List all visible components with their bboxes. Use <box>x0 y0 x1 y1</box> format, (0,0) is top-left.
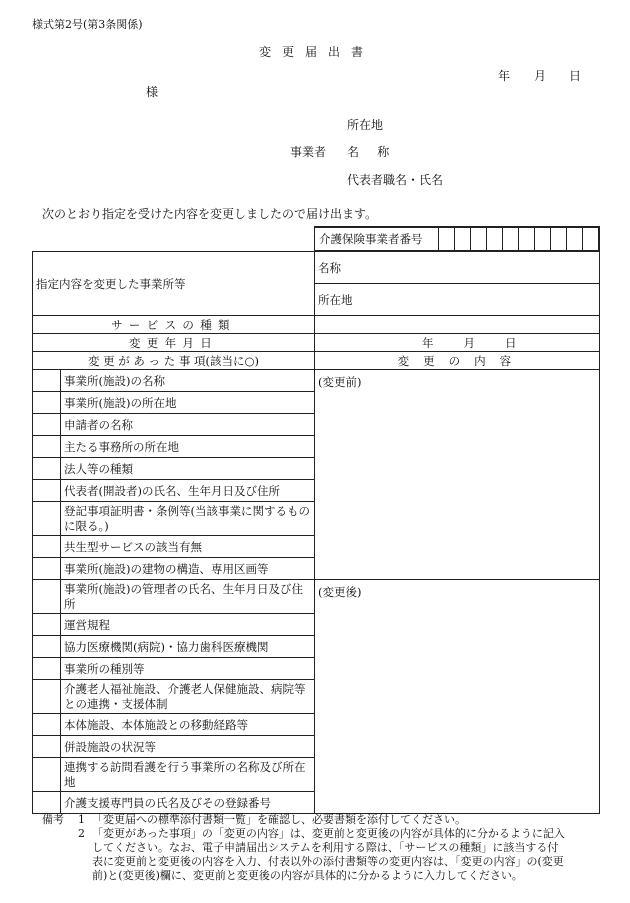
item-check-cell[interactable] <box>33 614 61 636</box>
item-check-cell[interactable] <box>33 658 61 680</box>
after-label: (変更後) <box>318 585 362 599</box>
item-label: 本体施設、本体施設との移動経路等 <box>61 714 315 736</box>
change-date-day: 日 <box>505 335 517 350</box>
note-number: 2 <box>78 827 85 840</box>
date-day-label: 日 <box>569 69 582 83</box>
intro-text: 次のとおり指定を受けた内容を変更しましたので届け出ます。 <box>42 207 378 221</box>
content-header: 変 更 の 内 容 <box>315 352 600 370</box>
change-form-table <box>32 226 600 814</box>
insurer-digit-box[interactable] <box>470 228 486 251</box>
before-label: (変更前) <box>318 375 362 389</box>
item-check-cell[interactable] <box>33 370 61 392</box>
item-label: 連携する訪問看護を行う事業所の名称及び所在地 <box>61 758 315 792</box>
office-address-label[interactable]: 所在地 <box>315 284 600 316</box>
insurer-digit-box[interactable] <box>582 228 598 251</box>
item-check-cell[interactable] <box>33 758 61 792</box>
item-label: 介護支援専門員の氏名及びその登録番号 <box>61 792 315 814</box>
office-name-label[interactable]: 名称 <box>315 252 600 284</box>
item-check-cell[interactable] <box>33 414 61 436</box>
item-check-cell[interactable] <box>33 558 61 580</box>
item-label: 申請者の名称 <box>61 414 315 436</box>
applicant-address-label: 所在地 <box>347 118 384 132</box>
item-check-cell[interactable] <box>33 636 61 658</box>
item-check-cell[interactable] <box>33 680 61 714</box>
item-check-cell[interactable] <box>33 392 61 414</box>
change-date-year: 年 <box>422 335 434 350</box>
service-type-value[interactable] <box>315 316 600 334</box>
item-label: 併設施設の状況等 <box>61 736 315 758</box>
item-label: 協力医療機関(病院)・協力歯科医療機関 <box>61 636 315 658</box>
date-year-label: 年 <box>498 69 511 83</box>
note-line: 表に変更前と変更後の内容を入力、付表以外の添付書類等の変更内容は、「変更の内容」の(変更 <box>92 855 564 868</box>
insurer-number-label: 介護保険事業者番号 <box>315 228 438 251</box>
blank-cell <box>33 227 315 252</box>
item-label: 共生型サービスの該当有無 <box>61 536 315 558</box>
item-check-cell[interactable] <box>33 792 61 814</box>
change-date-month: 月 <box>463 335 475 350</box>
insurer-digit-box[interactable] <box>438 228 454 251</box>
item-check-cell[interactable] <box>33 714 61 736</box>
addressee-suffix: 様 <box>146 85 159 99</box>
insurer-digit-box[interactable] <box>534 228 550 251</box>
item-label: 法人等の種類 <box>61 458 315 480</box>
item-label: 代表者(開設者)の氏名、生年月日及び住所 <box>61 480 315 502</box>
form-number: 様式第2号(第3条関係) <box>32 18 143 31</box>
insurer-number-cell <box>315 227 600 252</box>
item-label: 事業所(施設)の建物の構造、専用区画等 <box>61 558 315 580</box>
after-content-cell[interactable] <box>315 580 600 814</box>
applicant-business-label: 事業者 <box>290 145 327 159</box>
change-date-value[interactable] <box>315 334 600 352</box>
insurer-digit-box[interactable] <box>518 228 534 251</box>
item-check-cell[interactable] <box>33 436 61 458</box>
note-line: 「変更届への標準添付書類一覧」を確認し、必要書類を添付してください。 <box>92 813 466 826</box>
change-date-label: 変更年月日 <box>33 334 315 352</box>
insurer-digit-box[interactable] <box>502 228 518 251</box>
insurer-digit-box[interactable] <box>454 228 470 251</box>
date-month-label: 月 <box>534 69 547 83</box>
applicant-name-label: 名 称 <box>347 145 397 159</box>
item-label: 登記事項証明書・条例等(当該事業に関するものに限る。) <box>61 502 315 536</box>
applicant-representative-label: 代表者職名・氏名 <box>347 173 444 187</box>
note-line: 「変更があった事項」の「変更の内容」は、変更前と変更後の内容が具体的に分かるように記入 <box>92 827 565 840</box>
insurer-digit-box[interactable] <box>566 228 582 251</box>
item-check-cell[interactable] <box>33 458 61 480</box>
item-check-cell[interactable] <box>33 736 61 758</box>
item-label: 事業所の種別等 <box>61 658 315 680</box>
page-title: 変 更 届 出 書 <box>259 45 367 59</box>
note-number: 1 <box>78 813 85 826</box>
item-check-cell[interactable] <box>33 580 61 614</box>
items-header: 変 更 が あ っ た 事 項(該当に○) <box>33 352 315 370</box>
note-line: してください。なお、電子申請届出システムを利用する際は、「サービスの種類」に該当する付 <box>92 841 559 854</box>
item-label: 介護老人福祉施設、介護老人保健施設、病院等との連携・支援体制 <box>61 680 315 714</box>
office-label: 指定内容を変更した事業所等 <box>33 252 315 316</box>
item-label: 事業所(施設)の所在地 <box>61 392 315 414</box>
note-line: 前)と(変更後)欄に、変更前と変更後の内容が具体的に分かるように入力してください。 <box>92 869 523 882</box>
notes-label: 備考 <box>42 813 64 826</box>
insurer-digit-box[interactable] <box>486 228 502 251</box>
item-label: 事業所(施設)の名称 <box>61 370 315 392</box>
item-check-cell[interactable] <box>33 480 61 502</box>
item-label: 事業所(施設)の管理者の氏名、生年月日及び住所 <box>61 580 315 614</box>
before-content-cell[interactable] <box>315 370 600 580</box>
item-check-cell[interactable] <box>33 536 61 558</box>
service-type-label: サービスの種類 <box>33 316 315 334</box>
item-label: 運営規程 <box>61 614 315 636</box>
insurer-digit-box[interactable] <box>550 228 566 251</box>
item-check-cell[interactable] <box>33 502 61 536</box>
item-label: 主たる事務所の所在地 <box>61 436 315 458</box>
